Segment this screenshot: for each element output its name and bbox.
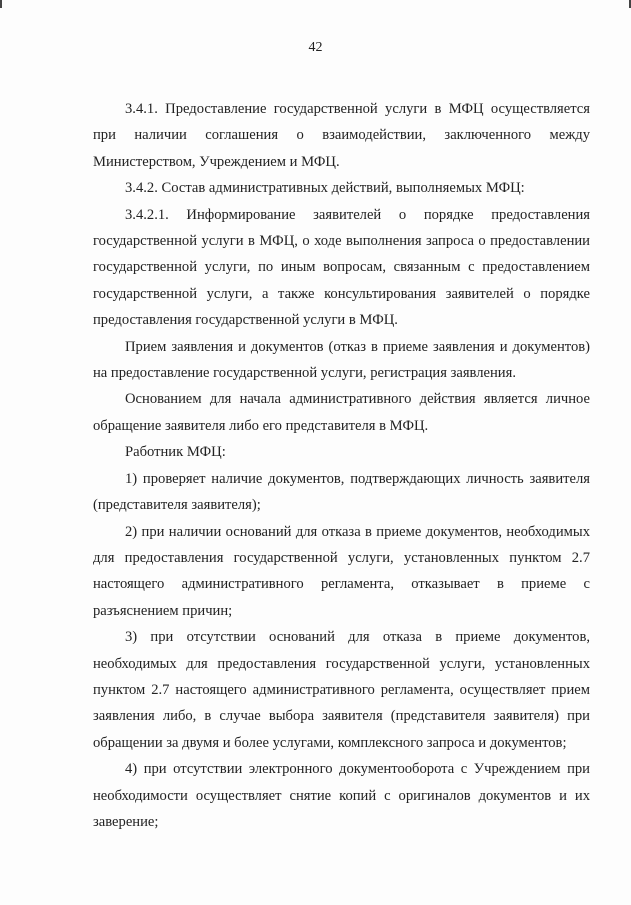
paragraph: 3.4.2. Состав административных действий, выполняемых МФЦ:: [125, 180, 525, 197]
paragraph: 3) при отсутствии оснований для отказа в приеме документов, необходимых для предоставления государственной услуги, установленных пунктом 2.7 настоящего административного регламента, осуществляет прием заявления либо, в случае выбора заявителя (представителя заявителя) при обращении за двумя и более услугами, комплексного запроса и документов;: [93, 629, 590, 751]
paragraph: 2) при наличии оснований для отказа в приеме документов, необходимых для предоставления государственной услуги, установленных пунктом 2.7 настоящего административного регламента, отказывает в приеме с разъяснением причин;: [93, 523, 590, 619]
paragraph: 4) при отсутствии электронного документооборота с Учреждением при необходимости осуществляет снятие копий с оригиналов документов и их заверение;: [93, 761, 590, 830]
page-number: 42: [308, 40, 323, 55]
paragraph: 3.4.2.1. Информирование заявителей о порядке предоставления государственной услуги в МФЦ, о ходе выполнения запроса о предоставлении государственной услуги, по иным вопросам, связанным с предоставлением государственной услуги, а также консультирования заявителей о порядке предоставления государственной услуги в МФЦ.: [93, 206, 590, 329]
paragraph: 1) проверяет наличие документов, подтверждающих личность заявителя (представителя заявителя);: [93, 470, 590, 514]
paragraph: 3.4.1. Предоставление государственной услуги в МФЦ осуществляется при наличии соглашения о взаимодействии, заключенного между Министерством, Учреждением и МФЦ.: [93, 101, 590, 170]
scan-edge-mark: [0, 0, 2, 8]
paragraph: Основанием для начала административного действия является личное обращение заявителя либо его представителя в МФЦ.: [93, 391, 590, 434]
paragraph: Работник МФЦ:: [125, 444, 226, 461]
paragraph: Прием заявления и документов (отказ в приеме заявления и документов) на предоставление государственной услуги, регистрация заявления.: [93, 338, 590, 382]
document-body: [93, 96, 590, 835]
